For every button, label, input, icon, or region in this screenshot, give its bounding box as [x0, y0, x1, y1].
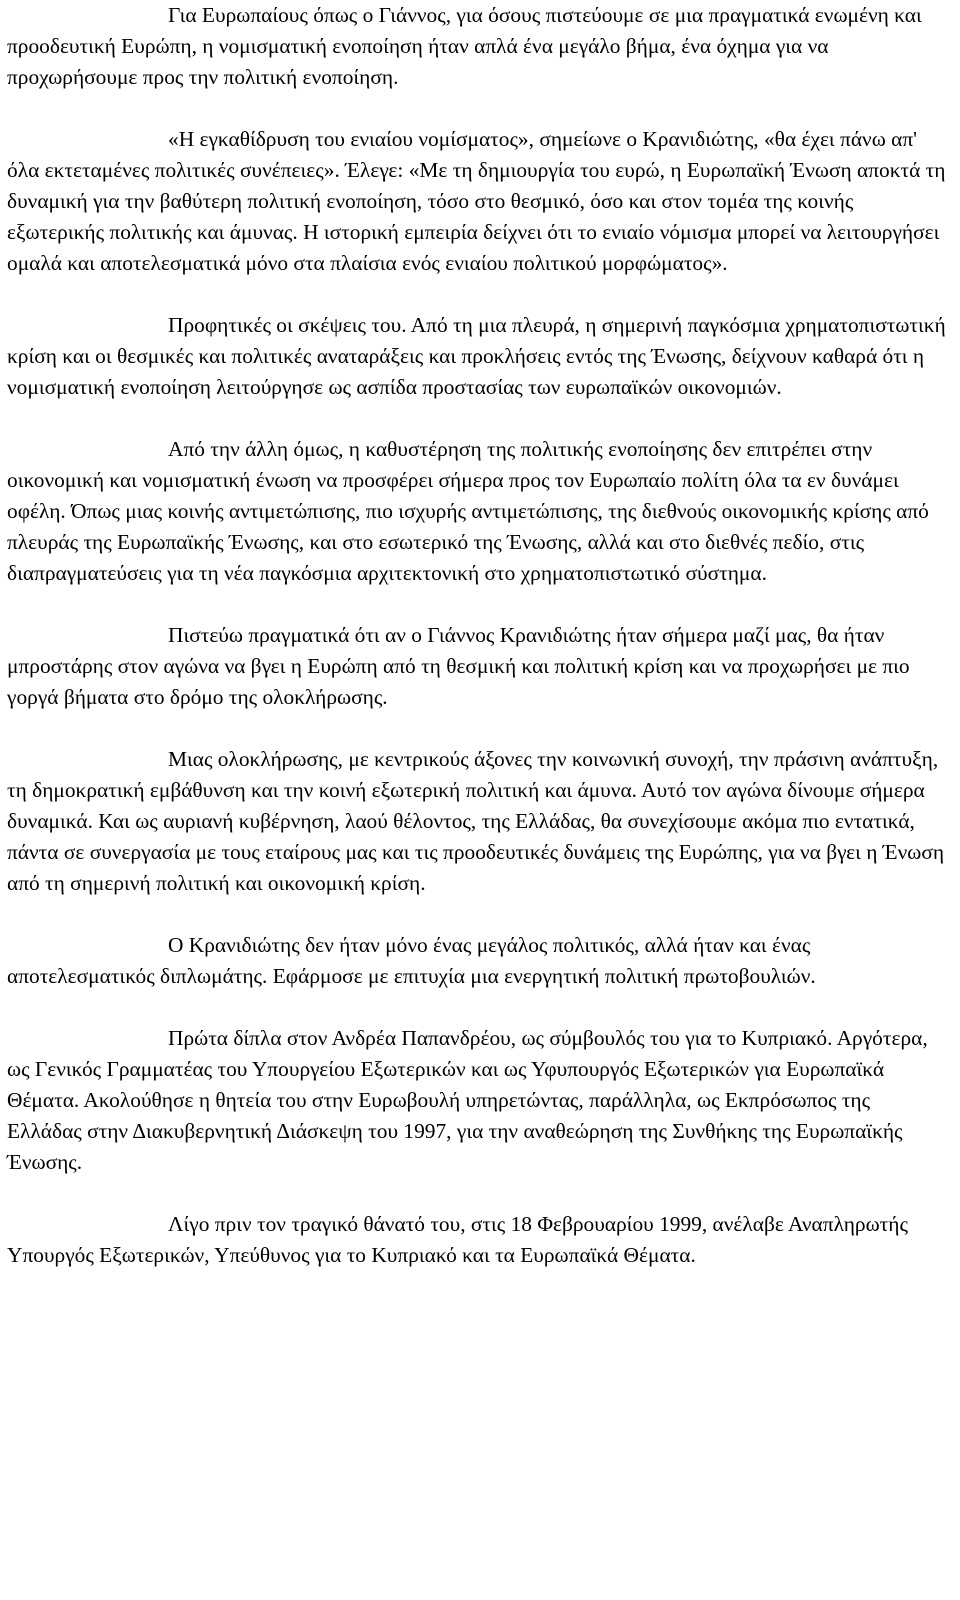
- paragraph-7: Ο Κρανιδιώτης δεν ήταν μόνο ένας μεγάλος πολιτικός, αλλά ήταν και ένας αποτελεσματικός διπλωμάτης. Εφάρμοσε με επιτυχία μια ενεργητική πολιτική πρωτοβουλιών.: [7, 933, 816, 988]
- paragraph-4: Από την άλλη όμως, η καθυστέρηση της πολιτικής ενοποίησης δεν επιτρέπει στην οικονομική και νομισματική ένωση να προσφέρει σήμερα προς τον Ευρωπαίο πολίτη όλα τα εν δυνάμει οφέλη. Όπως μιας κοινής αντιμετώπισης, πιο ισχυρής αντιμετώπισης, της διεθνούς οικονομικής κρίσης από πλευράς της Ευρωπαϊκής Ένωσης, και στο εσωτερικό της Ένωσης, αλλά και στο διεθνές πεδίο, στις διαπραγματεύσεις για τη νέα παγκόσμια αρχιτεκτονική στο χρηματοπιστωτικό σύστημα.: [7, 437, 929, 585]
- paragraph-9: Λίγο πριν τον τραγικό θάνατό του, στις 18 Φεβρουαρίου 1999, ανέλαβε Αναπληρωτής Υπουργός Εξωτερικών, Υπεύθυνος για το Κυπριακό και τα Ευρωπαϊκά Θέματα.: [7, 1212, 908, 1267]
- paragraph-5: Πιστεύω πραγματικά ότι αν ο Γιάννος Κρανιδιώτης ήταν σήμερα μαζί μας, θα ήταν μπροστάρης στον αγώνα να βγει η Ευρώπη από τη θεσμική και πολιτική κρίση και να προχωρήσει με πιο γοργά βήματα στο δρόμο της ολοκλήρωσης.: [7, 623, 910, 709]
- paragraph-2: «Η εγκαθίδρυση του ενιαίου νομίσματος», σημείωνε ο Κρανιδιώτης, «θα έχει πάνω απ' όλα εκτεταμένες πολιτικές συνέπειες». Έλεγε: «Με τη δημιουργία του ευρώ, η Ευρωπαϊκή Ένωση αποκτά τη δυναμική για την βαθύτερη πολιτική ενοποίηση, τόσο στο θεσμικό, όσο και στον τομέα της κοινής εξωτερικής πολιτικής και άμυνας. Η ιστορική εμπειρία δείχνει ότι το ενιαίο νόμισμα μπορεί να λειτουργήσει ομαλά και αποτελεσματικά μόνο στα πλαίσια ενός ενιαίου πολιτικού μορφώματος».: [7, 127, 946, 275]
- paragraph-3: Προφητικές οι σκέψεις του. Από τη μια πλευρά, η σημερινή παγκόσμια χρηματοπιστωτική κρίση και οι θεσμικές και πολιτικές αναταράξεις και προκλήσεις εντός της Ένωσης, δείχνουν καθαρά ότι η νομισματική ενοποίηση λειτούργησε ως ασπίδα προστασίας των ευρωπαϊκών οικονομιών.: [7, 313, 946, 399]
- paragraph-6: Μιας ολοκλήρωσης, με κεντρικούς άξονες την κοινωνική συνοχή, την πράσινη ανάπτυξη, τη δημοκρατική εμβάθυνση και την κοινή εξωτερική πολιτική και άμυνα. Αυτό τον αγώνα δίνουμε σήμερα δυναμικά. Και ως αυριανή κυβέρνηση, λαού θέλοντος, της Ελλάδας, θα συνεχίσουμε ακόμα πιο εντατικά, πάντα σε συνεργασία με τους εταίρους μας και τις προοδευτικές δυνάμεις της Ευρώπης, για να βγει η Ένωση από τη σημερινή πολιτική και οικονομική κρίση.: [7, 747, 945, 895]
- paragraph-1: Για Ευρωπαίους όπως ο Γιάννος, για όσους πιστεύουμε σε μια πραγματικά ενωμένη και προοδευτική Ευρώπη, η νομισματική ενοποίηση ήταν απλά ένα μεγάλο βήμα, ένα όχημα για να προχωρήσουμε προς την πολιτική ενοποίηση.: [7, 3, 922, 89]
- paragraph-8: Πρώτα δίπλα στον Ανδρέα Παπανδρέου, ως σύμβουλός του για το Κυπριακό. Αργότερα, ως Γενικός Γραμματέας του Υπουργείου Εξωτερικών και ως Υφυπουργός Εξωτερικών για Ευρωπαϊκά Θέματα. Ακολούθησε η θητεία του στην Ευρωβουλή υπηρετώντας, παράλληλα, ως Εκπρόσωπος της Ελλάδας στην Διακυβερνητική Διάσκεψη του 1997, για την αναθεώρηση της Συνθήκης της Ευρωπαϊκής Ένωσης.: [7, 1026, 928, 1174]
